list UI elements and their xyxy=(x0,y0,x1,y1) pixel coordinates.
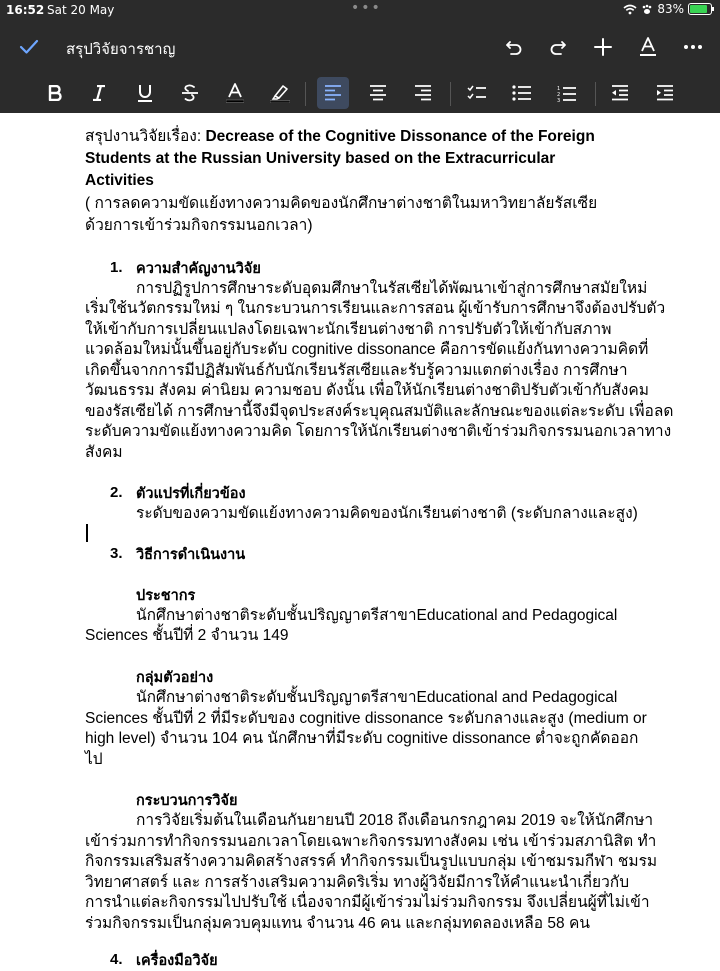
subheading-population: ประชากร xyxy=(136,588,196,604)
paragraph-line: Sciences ชั้นปีที่ 2 จำนวน 149 xyxy=(85,627,289,644)
paragraph-line: นักศึกษาต่างชาติระดับชั้นปริญญาตรีสาขาEducational and Pedagogical xyxy=(136,607,618,624)
status-indicators xyxy=(623,2,712,16)
doc-title-line-1 xyxy=(85,127,595,147)
more-icon[interactable] xyxy=(678,32,708,62)
svg-text:1: 1 xyxy=(557,85,561,92)
paragraph-line: เกิดขึ้นจากการมีปฏิสัมพันธ์กับนักเรียนรัสเซียและรับรู้ความแตกต่างเรื่อง การศึกษา xyxy=(85,362,628,379)
subheading-sample: กลุ่มตัวอย่าง xyxy=(136,670,214,686)
paragraph-line: ไป xyxy=(85,751,103,768)
paragraph-line: ของรัสเซียได้ การศึกษานี้จึงมีจุดประสงค์ระบุคุณสมบัติและลักษณะของแต่ละระดับ เพื่อลด xyxy=(85,403,674,420)
done-check-icon[interactable] xyxy=(14,32,44,62)
section-heading-methods: วิธีการดำเนินงาน xyxy=(136,547,246,563)
section-heading-variables: ตัวแปรที่เกี่ยวข้อง xyxy=(136,486,246,502)
paragraph-line: การปฏิรูปการศึกษาระดับอุดมศึกษาในรัสเซียได้พัฒนาเข้าสู่การศึกษาสมัยใหม่ xyxy=(136,280,648,297)
paragraph-line: เริ่มใช้นวัตกรรมใหม่ ๆ ในกระบวนการเรียนและการสอน ผู้เข้ารับการศึกษาจึงต้องปรับตัว xyxy=(85,300,666,317)
status-time: 16:52 xyxy=(6,3,45,17)
numbered-list-icon[interactable] xyxy=(551,77,583,109)
battery-fill xyxy=(690,5,707,13)
status-date: Sat 20 May xyxy=(47,3,115,17)
paragraph-line: กิจกรรมเสริมสร้างความคิดสร้างสรรค์ ทำกิจกรรมเป็นรูปแบบกลุ่ม เข้าชมรมกีฬา ชมรม xyxy=(85,853,658,870)
text-cursor xyxy=(86,524,88,542)
paragraph-line: high level) จำนวน 104 คน นักศึกษาที่มีระดับ cognitive dissonance ต่ำจะถูกคัดออก xyxy=(85,730,639,747)
toolbar-divider xyxy=(450,82,451,106)
svg-text:3: 3 xyxy=(557,97,561,102)
section-heading-instruments: เครื่องมือวิจัย xyxy=(136,953,218,969)
underline-icon[interactable] xyxy=(129,77,161,109)
paragraph-line: ระดับความขัดแย้งทางความคิด โดยการให้นักเรียนต่างชาติเข้าร่วมกิจกรรมนอกเวลาทาง xyxy=(85,423,672,440)
doc-title-prefix: สรุปงานวิจัยเรื่อง: xyxy=(85,128,206,145)
checklist-icon[interactable] xyxy=(461,77,493,109)
italic-icon[interactable] xyxy=(83,77,115,109)
paragraph-line: วัฒนธรรม สังคม ค่านิยม ความชอบ ดังนั้น เพื่อให้นักเรียนต่างชาติปรับตัวเข้ากับสังคม xyxy=(85,382,649,399)
battery-percent: 83% xyxy=(657,2,684,16)
section-number: 3. xyxy=(110,545,123,562)
status-bar xyxy=(0,0,720,20)
svg-text:2: 2 xyxy=(557,91,561,98)
multitasking-dots-icon[interactable]: ••• xyxy=(351,0,382,16)
paragraph-line: Sciences ชั้นปีที่ 2 ที่มีระดับของ cognitive dissonance ระดับกลางและสูง (medium or xyxy=(85,710,647,727)
paragraph-line: นักศึกษาต่างชาติระดับชั้นปริญญาตรีสาขาEducational and Pedagogical xyxy=(136,689,618,706)
paragraph-line: เข้าร่วมการทำกิจกรรมนอกเวลาโดยเฉพาะกิจกรรมทางสังคม เช่น เข้าร่วมสภานิสิต ทำ xyxy=(85,833,657,850)
bold-icon[interactable] xyxy=(39,77,71,109)
section-number: 2. xyxy=(110,484,123,501)
bulleted-list-icon[interactable] xyxy=(506,77,538,109)
paragraph-line: ร่วมกิจกรรมเป็นกลุ่มควบคุมแทน จำนวน 46 คน และกลุ่มทดลองเหลือ 58 คน xyxy=(85,915,590,932)
text-format-icon[interactable] xyxy=(633,32,663,62)
wifi-icon xyxy=(623,4,637,15)
strikethrough-icon[interactable] xyxy=(174,77,206,109)
paragraph-line: การวิจัยเริ่มต้นในเดือนกันยายนปี 2018 ถึงเดือนกรกฎาคม 2019 จะให้นักศึกษา xyxy=(136,812,654,829)
section-number: 4. xyxy=(110,951,123,968)
paragraph-line: ระดับของความขัดแย้งทางความคิดของนักเรียนต่างชาติ (ระดับกลางและสูง) xyxy=(136,505,638,522)
title-bar xyxy=(0,28,720,66)
formatting-toolbar xyxy=(0,74,720,112)
section-heading-importance: ความสำคัญงานวิจัย xyxy=(136,261,261,277)
toolbar-divider xyxy=(305,82,306,106)
insert-plus-icon[interactable] xyxy=(588,32,618,62)
paragraph-line: วิทยาศาสตร์ และ การสร้างเสริมความคิดริเริ่ม ทางผู้วิจัยมีการให้คำแนะนำเกี่ยวกับ xyxy=(85,874,630,891)
increase-indent-icon[interactable] xyxy=(649,77,681,109)
doc-title-line-2: Students at the Russian University based on the Extracurricular xyxy=(85,150,556,167)
paw-icon xyxy=(641,4,653,15)
align-center-icon[interactable] xyxy=(362,77,394,109)
paragraph-line: แวดล้อมใหม่นั้นขึ้นอยู่กับระดับ cognitive dissonance คือการขัดแย้งกันทางความคิดที่ xyxy=(85,341,649,358)
section-number: 1. xyxy=(110,259,123,276)
paragraph-line: สังคม xyxy=(85,444,123,461)
highlight-icon[interactable] xyxy=(264,77,296,109)
toolbar-divider xyxy=(595,82,596,106)
align-left-icon[interactable] xyxy=(317,77,349,109)
paragraph-line: ให้เข้ากับการเปลี่ยนแปลงโดยเฉพาะนักเรียนต่างชาติ การปรับตัวให้เข้ากับสภาพ xyxy=(85,321,612,338)
document-body[interactable] xyxy=(0,113,720,969)
subheading-process: กระบวนการวิจัย xyxy=(136,793,238,809)
align-right-icon[interactable] xyxy=(407,77,439,109)
decrease-indent-icon[interactable] xyxy=(604,77,636,109)
battery-icon xyxy=(688,3,712,15)
document-title[interactable]: สรุปวิจัยจารชาญ xyxy=(66,40,176,58)
doc-subtitle-line-2: ด้วยการเข้าร่วมกิจกรรมนอกเวลา) xyxy=(85,217,313,234)
text-color-icon[interactable] xyxy=(219,77,251,109)
redo-icon[interactable] xyxy=(543,32,573,62)
doc-subtitle-line-1: ( การลดความขัดแย้งทางความคิดของนักศึกษาต่างชาติในมหาวิทยาลัยรัสเซีย xyxy=(85,195,598,212)
paragraph-line: การนำแต่ละกิจกรรมไปปรับใช้ เนื่องจากมีผู้เข้าร่วมไม่ร่วมกิจกรรม จึงเปลี่ยนผู้ที่ไม่เข้า xyxy=(85,894,650,911)
doc-title-english: Decrease of the Cognitive Dissonance of the Foreign xyxy=(205,128,595,145)
app-chrome xyxy=(0,0,720,113)
undo-icon[interactable] xyxy=(499,32,529,62)
doc-title-line-3: Activities xyxy=(85,172,154,189)
